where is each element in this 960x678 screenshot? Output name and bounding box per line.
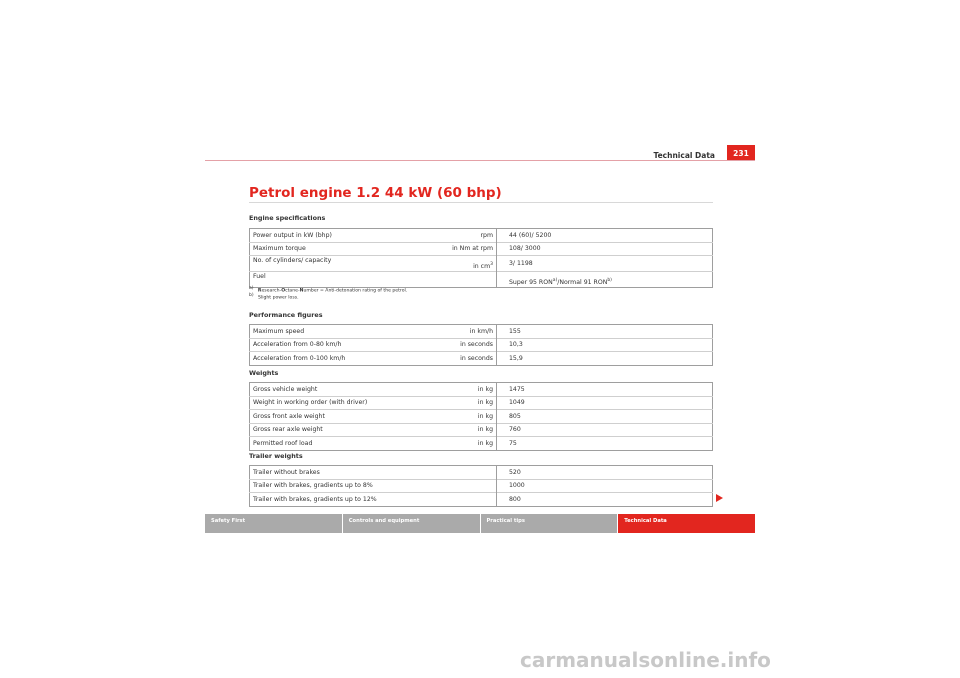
table-row: [250, 466, 713, 480]
row-value: 520: [497, 466, 713, 480]
row-unit: [437, 272, 497, 288]
nav-tab-safety-first[interactable]: Safety First: [205, 514, 342, 533]
row-label: Weight in working order (with driver): [250, 396, 438, 410]
performance-heading: Performance figures: [249, 311, 323, 319]
nav-tab-practical-tips[interactable]: Practical tips: [480, 514, 618, 533]
footnote-text: Slight power loss.: [258, 295, 299, 301]
row-unit: in kg: [437, 437, 497, 451]
table-row: [250, 383, 713, 397]
unit-text: in cm: [473, 263, 491, 270]
row-value: 800: [497, 493, 713, 507]
table-row: [250, 242, 713, 256]
section-title: Petrol engine 1.2 44 kW (60 bhp): [249, 185, 502, 201]
footnote-mark: b): [249, 293, 254, 298]
section-divider: [249, 202, 713, 203]
row-unit: in kg: [437, 423, 497, 437]
footnote-ref-b: b): [607, 277, 612, 283]
row-value: 10,3: [497, 338, 713, 352]
row-unit: in seconds: [437, 352, 497, 366]
table-row: [250, 423, 713, 437]
footnote-bold-letter: N: [299, 288, 304, 294]
row-unit: [437, 466, 497, 480]
row-value: 760: [497, 423, 713, 437]
table-row: [250, 325, 713, 339]
row-value: 3/ 1198: [497, 256, 713, 272]
row-value: 108/ 3000: [497, 242, 713, 256]
engine-specs-table: [249, 228, 713, 288]
footnote-text: umber = Anti-detonation rating of the petrol.: [303, 288, 408, 294]
row-label: Trailer with brakes, gradients up to 8%: [250, 479, 438, 493]
trailer-table: [249, 465, 713, 507]
footnote-bold-letter: R: [257, 288, 262, 294]
table-row: [250, 229, 713, 243]
row-unit: rpm: [480, 231, 493, 239]
row-value: 15,9: [497, 352, 713, 366]
page-number: 231: [727, 145, 755, 161]
nav-tab-controls-and-equipment[interactable]: Controls and equipment: [342, 514, 480, 533]
row-label: Maximum torque: [250, 242, 438, 256]
trailer-heading: Trailer weights: [249, 452, 303, 460]
table-row: [250, 410, 713, 424]
row-unit: in seconds: [437, 338, 497, 352]
footnote-text: ctane-: [285, 288, 300, 294]
performance-table: [249, 324, 713, 366]
row-unit: [437, 479, 497, 493]
weights-heading: Weights: [249, 369, 279, 377]
table-row: [250, 256, 713, 272]
table-row: [250, 479, 713, 493]
row-label: Power output in kW (bhp): [253, 231, 332, 239]
table-row: [250, 493, 713, 507]
engine-specs-heading: Engine specifications: [249, 214, 326, 222]
row-label: Fuel: [250, 272, 438, 288]
row-label: Maximum speed: [253, 327, 305, 335]
weights-table: [249, 382, 713, 451]
footnote-ref-a: a): [552, 277, 558, 283]
row-value: [497, 272, 713, 288]
footnote-text: esearch-: [261, 288, 282, 294]
row-unit: [437, 256, 497, 272]
unit-superscript: 3: [490, 261, 493, 267]
table-row: [250, 396, 713, 410]
row-unit: in kg: [437, 410, 497, 424]
footnote-b: [249, 293, 299, 301]
row-value: 44 (60)/ 5200: [497, 229, 713, 243]
row-label: Trailer with brakes, gradients up to 12%: [250, 493, 438, 507]
row-label: Trailer without brakes: [253, 468, 320, 476]
row-value: 1000: [497, 479, 713, 493]
row-label: Gross vehicle weight: [253, 385, 318, 393]
row-label: Gross rear axle weight: [250, 423, 438, 437]
row-label: Gross front axle weight: [250, 410, 438, 424]
fuel-value-super: Super 95 RON: [509, 279, 553, 286]
row-unit: in kg: [477, 385, 493, 393]
row-unit: in kg: [437, 396, 497, 410]
row-value: 1475: [497, 383, 713, 397]
row-value: 155: [497, 325, 713, 339]
row-unit: in Nm at rpm: [437, 242, 497, 256]
row-label: No. of cylinders/ capacity: [250, 256, 438, 272]
table-row: [250, 338, 713, 352]
nav-tab-technical-data[interactable]: Technical Data: [617, 514, 755, 533]
table-row: [250, 352, 713, 366]
footnote-bold-letter: O: [281, 288, 286, 294]
row-value: 75: [497, 437, 713, 451]
table-row: [250, 437, 713, 451]
row-unit: in km/h: [469, 327, 493, 335]
row-unit: [437, 493, 497, 507]
header-title: Technical Data: [653, 151, 715, 160]
row-label: Permitted roof load: [250, 437, 438, 451]
continue-arrow-icon[interactable]: [716, 494, 723, 502]
row-value: 805: [497, 410, 713, 424]
row-label: Acceleration from 0-100 km/h: [250, 352, 438, 366]
fuel-value-normal: /Normal 91 RON: [557, 279, 608, 286]
footnote-mark: a): [249, 286, 254, 291]
watermark: carmanualsonline.info: [520, 648, 771, 672]
header-divider: [205, 160, 755, 161]
footer-nav: [205, 514, 755, 533]
row-value: 1049: [497, 396, 713, 410]
row-label: Acceleration from 0-80 km/h: [250, 338, 438, 352]
